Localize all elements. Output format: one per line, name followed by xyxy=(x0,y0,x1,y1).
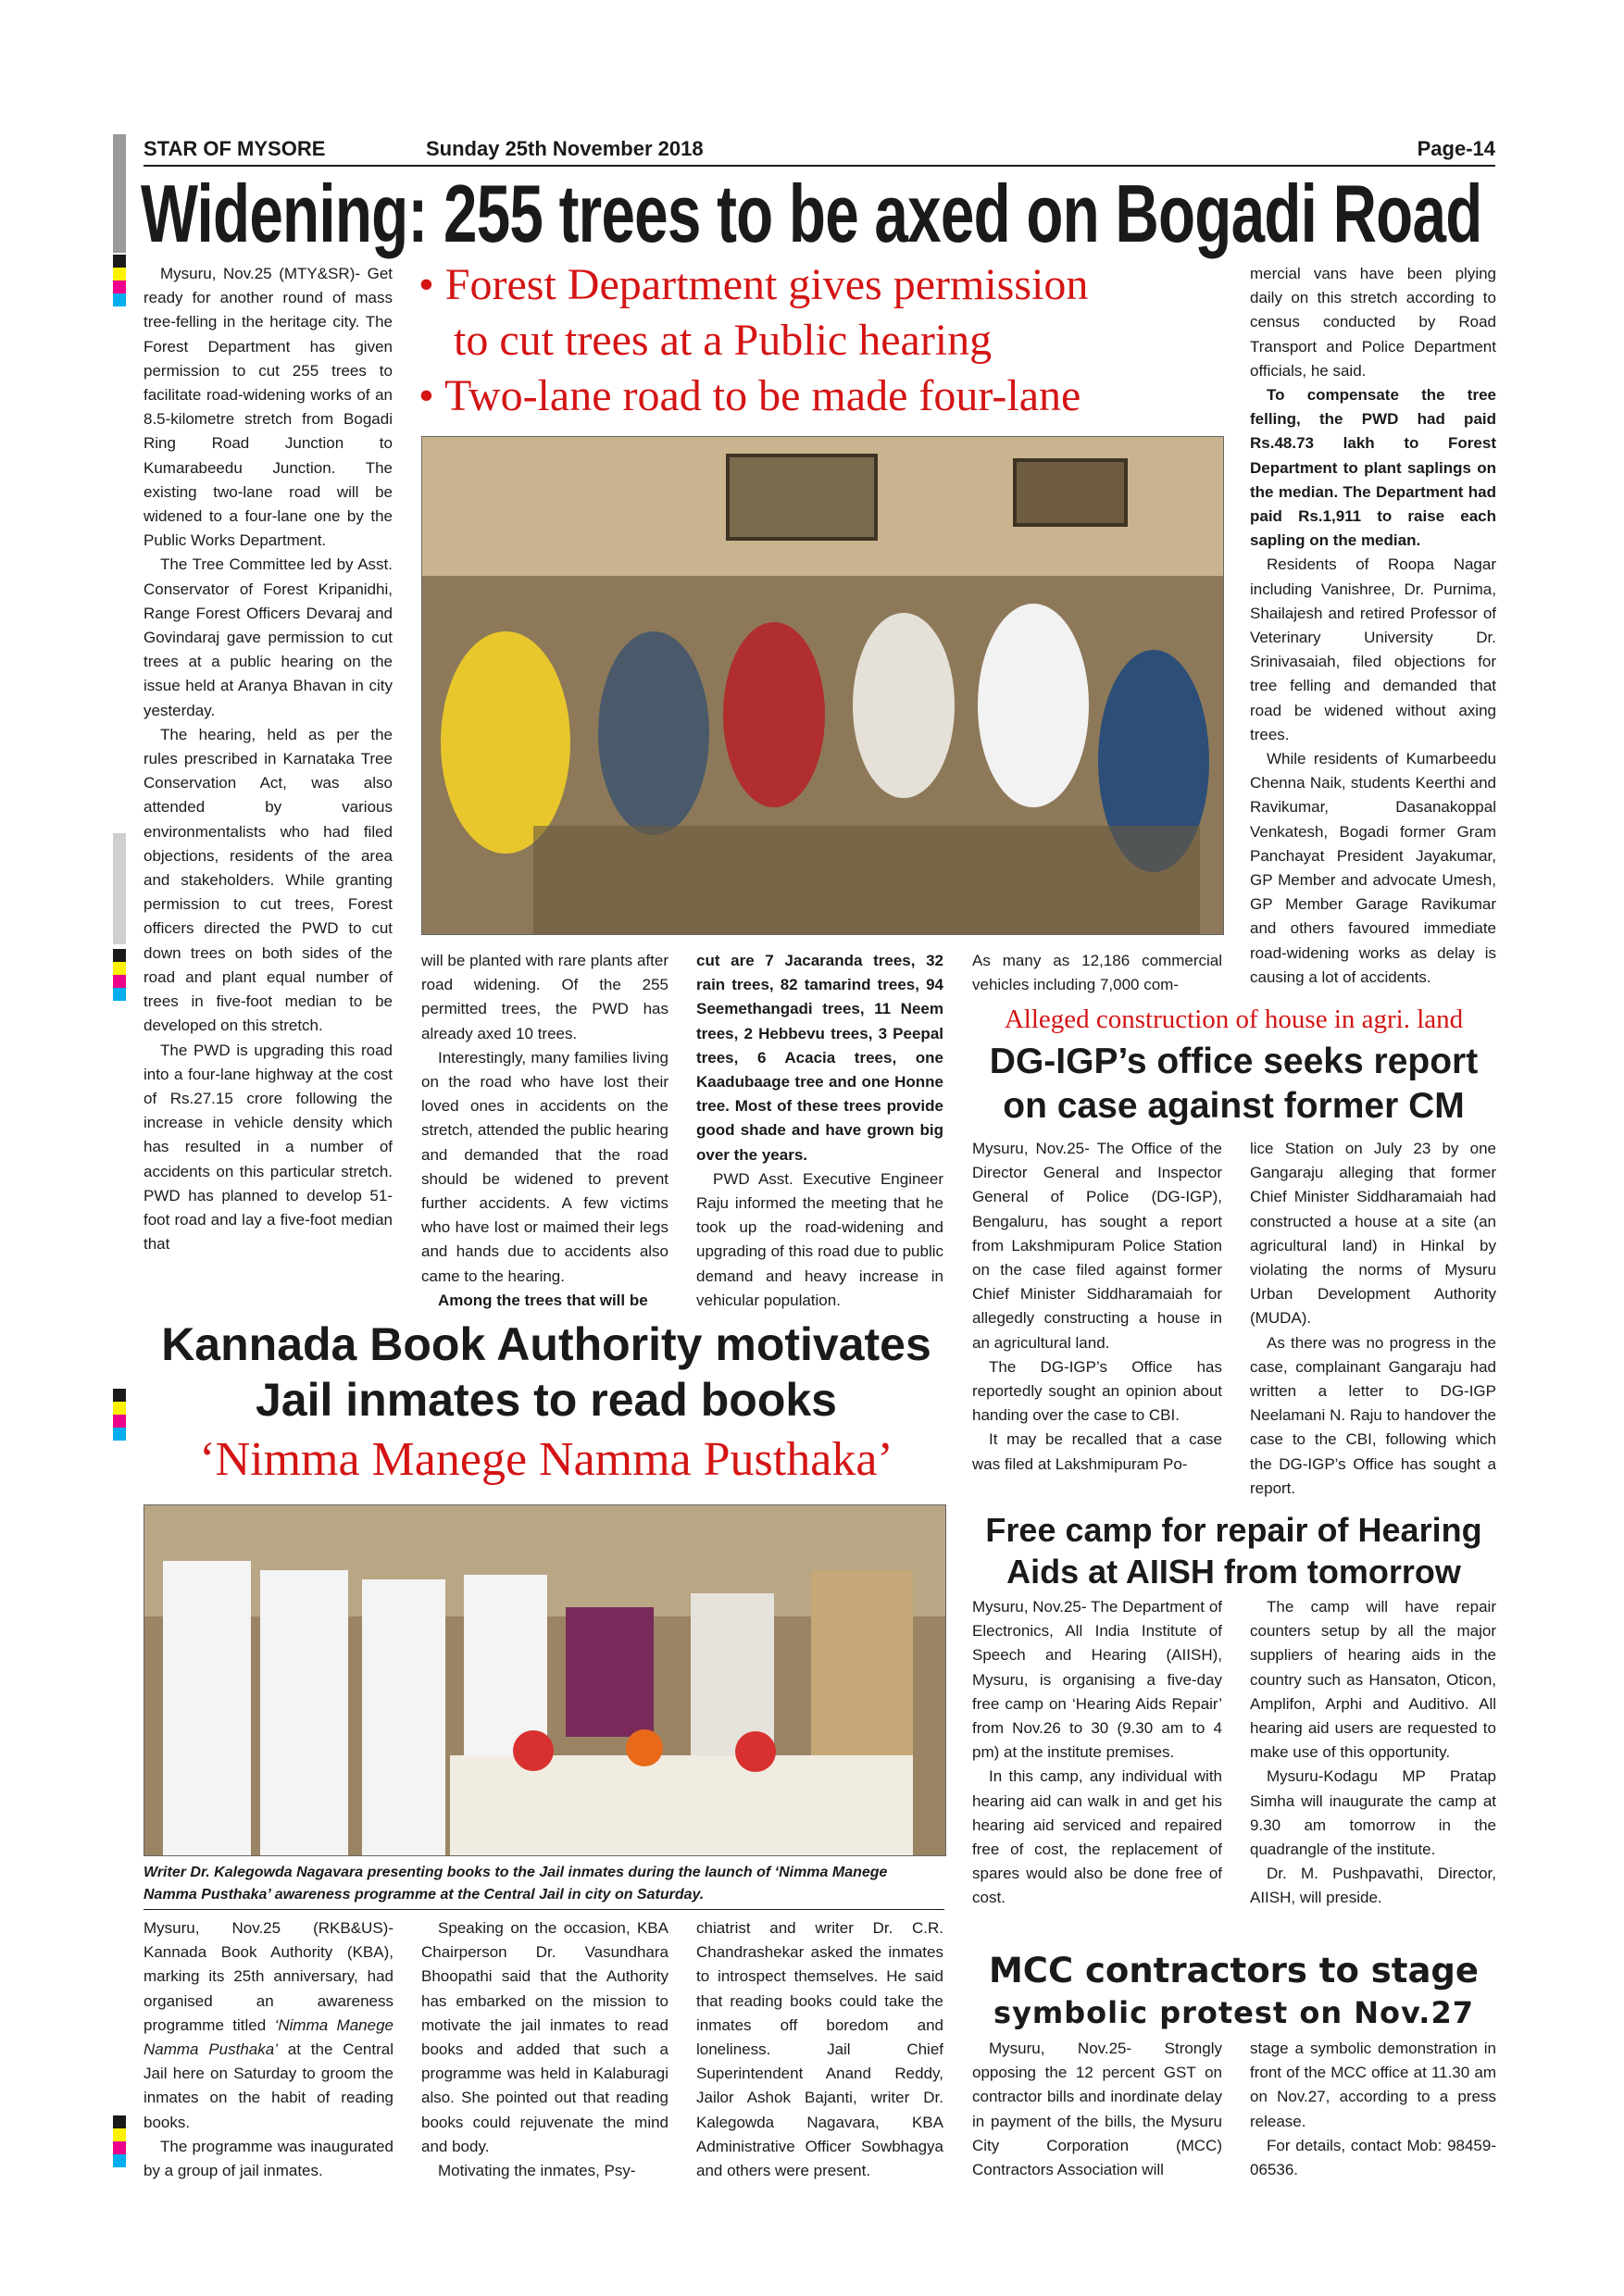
deck-line-1b: to cut trees at a Public hearing xyxy=(454,316,993,365)
paragraph: will be planted with rare plants after road widening. Of the 255 permitted trees, the PWD has already axed 10 trees. xyxy=(421,952,668,1042)
paragraph: Mysuru, Nov.25- The Department of Electronics, All India Institute of Speech and Hearing (AIISH), Mysuru, is organising a five-day free camp on ‘Hearing Aids Repair’ from Nov.26 to 30 (9.30 am to 4 pm) at the institute premises. xyxy=(972,1598,1222,1762)
paragraph: Speaking on the occasion, KBA Chairperson Dr. Vasundhara Bhoopathi said that the Authority has embarked on the mission to motivate the jail inmates to read books and added that such a programme was held in Kalaburagi also. She pointed out that reading books could rejuvenate the mind and body. xyxy=(421,1919,668,2155)
kba-column-3 xyxy=(696,1916,943,2183)
jail-event-photo xyxy=(144,1504,946,1856)
paragraph: The programme was inaugurated by a group of jail inmates. xyxy=(144,2137,394,2180)
camp-headline xyxy=(972,1509,1495,1592)
public-hearing-photo xyxy=(421,436,1224,935)
text-run: Mysuru, Nov.25 (RKB&US)- Kannada Book Authority (KBA), marking its 25th anniversary, had organised an awareness programme titled xyxy=(144,1919,394,2034)
mcc-headline xyxy=(972,1949,1495,2032)
paragraph: It may be recalled that a case was filed at Lakshmipuram Po- xyxy=(972,1430,1222,1473)
dgigp-kicker: Alleged construction of house in agri. land xyxy=(1004,1004,1464,1034)
camp-column-1 xyxy=(972,1595,1222,1911)
text-run: at the Central Jail here on Saturday to groom the inmates on the habit of reading books. xyxy=(144,2040,394,2131)
paragraph: The DG-IGP’s Office has reportedly sought an opinion about handing over the case to CBI. xyxy=(972,1357,1222,1425)
paragraph: lice Station on July 23 by one Gangaraju alleging that former Chief Minister Siddharamaiah had constructed a house at a site (an agricultural land) in Hinkal by violating the norms of Mysuru Urban Development Authority (MUDA). xyxy=(1250,1140,1496,1328)
paragraph: To compensate the tree felling, the PWD had paid Rs.48.73 lakh to Forest Department to plant saplings on the median. The Department had paid Rs.1,911 to raise each sapling on the median. xyxy=(1250,386,1496,550)
kba-headline xyxy=(144,1316,949,1428)
lead-column-1 xyxy=(144,262,393,1256)
lead-column-3 xyxy=(696,949,943,1313)
page-number: Page-14 xyxy=(1417,137,1495,160)
deck-line-2: • Two-lane road to be made four-lane xyxy=(418,371,1081,420)
camp-headline-line-1: Free camp for repair of Hearing xyxy=(985,1511,1482,1549)
camp-column-2 xyxy=(1250,1595,1496,1911)
paragraph: Mysuru-Kodagu MP Pratap Simha will inaugurate the camp at 9.30 am tomorrow in the quadrangle of the institute. xyxy=(1250,1767,1496,1859)
paragraph: stage a symbolic demonstration in front of the MCC office at 11.30 am on Nov.27, according to a press release. xyxy=(1250,2040,1496,2130)
lead-column-4 xyxy=(972,949,1222,997)
color-registration-bar xyxy=(113,2115,126,2167)
tree-list-paragraph: cut are 7 Jacaranda trees, 32 rain trees, 82 tamarind trees, 94 Seemethangadi trees, 11 Neem trees, 2 Hebbevu trees, 3 Peepal trees, 6 Acacia trees, one Kaadubaage tree and one Honne tree. Most of these trees provide good shade and have grown big over the years. xyxy=(696,952,943,1164)
mcc-headline-line-1: MCC contractors to stage xyxy=(988,1951,1480,1990)
paragraph: For details, contact Mob: 98459-06536. xyxy=(1250,2136,1496,2179)
dgigp-headline-line-1: DG-IGP’s office seeks report xyxy=(989,1042,1479,1081)
camp-headline-line-2: Aids at AIISH from tomorrow xyxy=(1006,1553,1461,1591)
kba-photo-caption: Writer Dr. Kalegowda Nagavara presenting books to the Jail inmates during the launch of ‘Nimma Manege Namma Pusthaka’ awareness programme at the Central Jail in city on Saturday. xyxy=(144,1865,888,1903)
paragraph: As many as 12,186 commercial vehicles including 7,000 com- xyxy=(972,952,1222,994)
color-registration-bar xyxy=(113,1389,126,1441)
page-header xyxy=(144,135,1495,167)
paragraph: The Tree Committee led by Asst. Conservator of Forest Kripanidhi, Range Forest Officers Devaraj and Govindaraj gave permission to cut trees at a public hearing on the issue held at Aranya Bhavan in city yesterday. xyxy=(144,555,393,719)
paragraph: The PWD is upgrading this road into a four-lane highway at the cost of Rs.27.15 crore following the increase in vehicle density which has resulted in a number of accidents on this particular stretch. PWD has planned to develop 51-foot road and lay a five-foot median that xyxy=(144,1041,393,1254)
kba-column-2 xyxy=(421,1916,668,2183)
dgigp-column-1 xyxy=(972,1137,1222,1477)
paragraph: The camp will have repair counters setup by all the major suppliers of hearing aids in the country such as Hansaton, Oticon, Amplifon, Arphi and Auditivo. All hearing aid users are requested to make use of this opportunity. xyxy=(1250,1598,1496,1762)
lead-headline: Widening: 255 trees to be axed on Bogadi Road xyxy=(141,168,1482,259)
paragraph: Mysuru, Nov.25 (MTY&SR)- Get ready for another round of mass tree-felling in the heritage city. The Forest Department has given permission to cut 255 trees to facilitate road-widening works of an 8.5-kilometre stretch from Bogadi Ring Road Junction to Kumarabeedu Junction. The existing two-lane road will be widened to a four-lane one by the Public Works Department. xyxy=(144,265,393,550)
lead-column-5 xyxy=(1250,262,1496,990)
color-registration-bar xyxy=(113,134,126,253)
color-registration-bar xyxy=(113,255,126,306)
caption-divider xyxy=(144,1909,944,1910)
dgigp-headline-line-2: on case against former CM xyxy=(1003,1086,1465,1126)
mcc-headline-line-2: symbolic protest on Nov.27 xyxy=(993,1995,1474,2030)
dgigp-headline xyxy=(972,1040,1495,1129)
color-registration-bar xyxy=(113,949,126,1001)
lead-deck xyxy=(418,257,1233,424)
meeting-room-illustration xyxy=(422,437,1223,934)
paragraph: mercial vans have been plying daily on this stretch according to census conducted by Road Transport and Police Department officials, he said. xyxy=(1250,265,1496,380)
mcc-column-2 xyxy=(1250,2037,1496,2182)
book-launch-illustration xyxy=(144,1505,945,1855)
paragraph xyxy=(144,1916,394,2135)
paragraph: Residents of Roopa Nagar including Vanishree, Dr. Purnima, Shailajesh and retired Professor of Veterinary University Dr. Srinivasaiah, filed objections for tree felling and demanded that road be widened without axing trees. xyxy=(1250,555,1496,743)
paragraph: Interestingly, many families living on the road who have lost their loved ones in accidents on the stretch, attended the public hearing and demanded that the road should be widened to prevent further accidents. A few victims who have lost or maimed their legs and hands due to accidents also came to the hearing. xyxy=(421,1048,668,1285)
paragraph: Among the trees that will be xyxy=(438,1291,648,1309)
paragraph: chiatrist and writer Dr. C.R. Chandrashekar asked the inmates to introspect themselves. He said that reading books could take the inmates off boredom and loneliness. Jail Chief Superintendent Anand Reddy, Jailor Ashok Bajanti, writer Dr. Kalegowda Nagavara, KBA Administrative Officer Sowbhagya and others were present. xyxy=(696,1919,943,2180)
lead-column-2 xyxy=(421,949,668,1313)
color-registration-bar xyxy=(113,833,126,944)
kba-subhead: ‘Nimma Manege Namma Pusthaka’ xyxy=(199,1433,893,1486)
paragraph: As there was no progress in the case, complainant Gangaraju had written a letter to DG-IGP Neelamani N. Raju to handover the case to the CBI, following which the DG-IGP’s Office has sought a report. xyxy=(1250,1333,1496,1497)
mcc-column-1 xyxy=(972,2037,1222,2182)
paragraph: Mysuru, Nov.25- Strongly opposing the 12 percent GST on contractor bills and inordinate delay in payment of the bills, the Mysuru City Corporation (MCC) Contractors Association will xyxy=(972,2040,1222,2179)
paragraph: In this camp, any individual with hearing aid can walk in and get his hearing aid serviced and repaired free of cost, the replacement of spares would also be done free of cost. xyxy=(972,1767,1222,1907)
kba-column-1 xyxy=(144,1916,394,2183)
paper-name: STAR OF MYSORE xyxy=(144,137,326,160)
kba-headline-line-1: Kannada Book Authority motivates xyxy=(161,1318,931,1370)
issue-date: Sunday 25th November 2018 xyxy=(426,137,704,160)
deck-line-1: • Forest Department gives permission xyxy=(418,260,1089,309)
paragraph: Mysuru, Nov.25- The Office of the Director General and Inspector General of Police (DG-IGP), Bengaluru, has sought a report from Lakshmipuram Police Station on the case filed against former Chief Minister Siddharamaiah for allegedly constructing a house in an agricultural land. xyxy=(972,1140,1222,1352)
paragraph: Dr. M. Pushpavathi, Director, AIISH, will preside. xyxy=(1250,1865,1496,1907)
paragraph: While residents of Kumarbeedu Chenna Naik, students Keerthi and Ravikumar, Dasanakoppal Venkatesh, Bogadi former Gram Panchayat President Jayakumar, GP Member and advocate Umesh, GP Member Garage Ravikumar and others favoured immediate road-widening works as delay is causing a lot of accidents. xyxy=(1250,750,1496,986)
kba-headline-line-2: Jail inmates to read books xyxy=(256,1374,837,1426)
paragraph: Motivating the inmates, Psy- xyxy=(438,2162,636,2180)
dgigp-column-2 xyxy=(1250,1137,1496,1501)
paragraph: The hearing, held as per the rules prescribed in Karnataka Tree Conservation Act, was also attended by various environmentalists who had filed objections, residents of the area and stakeholders. While granting permission to cut trees, Forest officers directed the PWD to cut down trees on both sides of the road and plant equal number of trees in five-foot median to be developed on this stretch. xyxy=(144,725,393,1035)
paragraph: PWD Asst. Executive Engineer Raju informed the meeting that he took up the road-widening and upgrading of this road due to public demand and heavy increase in vehicular population. xyxy=(696,1169,943,1309)
programme-title: ‘Nimma Manege Namma Pusthaka’ xyxy=(144,2015,394,2059)
